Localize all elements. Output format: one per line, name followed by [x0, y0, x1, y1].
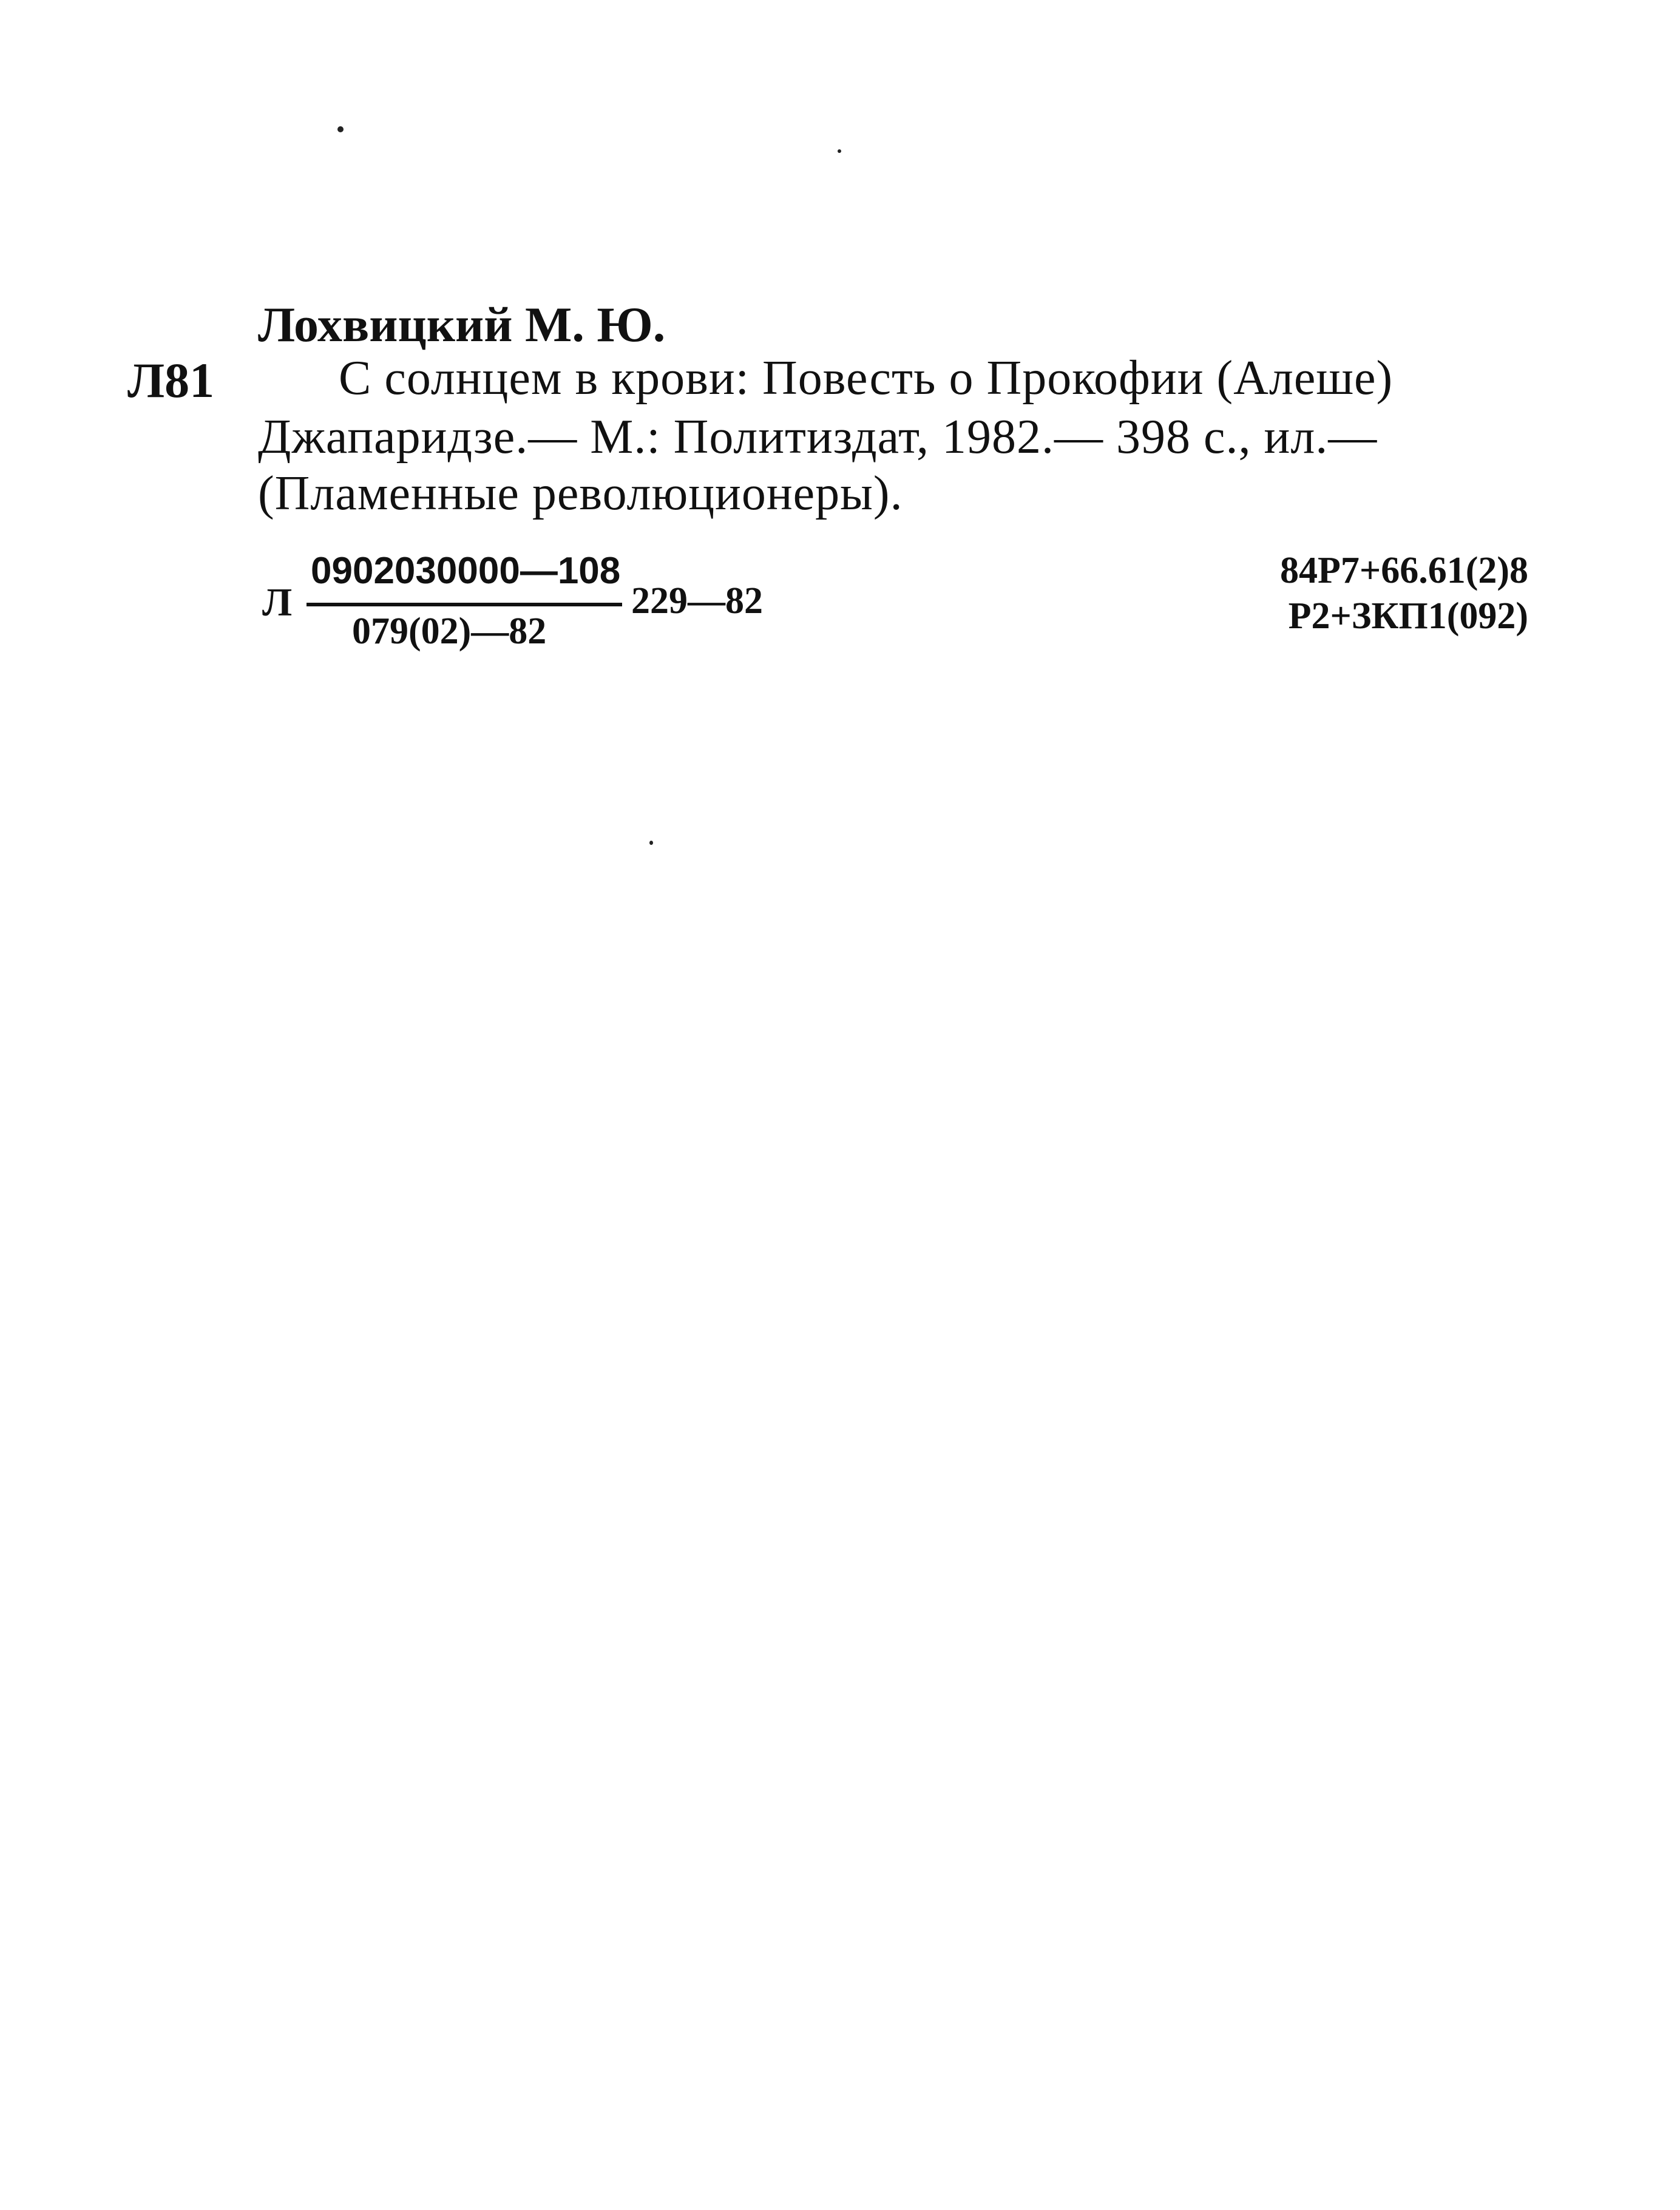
isbn-suffix: 229—82: [631, 580, 763, 622]
isbn-letter: Л: [262, 580, 293, 625]
classification-code-2: Р2+ЗКП1(092): [1288, 595, 1528, 637]
title-line-1: С солнцем в крови: Повесть о Прокофии (Алеше): [339, 351, 1394, 405]
isbn-numerator: 0902030000—108: [311, 550, 621, 592]
call-number: Л81: [127, 353, 215, 408]
author-name: Лохвицкий М. Ю.: [258, 297, 666, 352]
scan-speck: [649, 841, 653, 845]
scan-speck: [838, 149, 841, 153]
fraction-bar: [307, 603, 622, 606]
series-line: (Пламенные революционеры).: [258, 467, 903, 520]
title-line-2: Джапаридзе.— М.: Политиздат, 1982.— 398 с., ил.—: [258, 410, 1378, 464]
classification-code-1: 84Р7+66.61(2)8: [1280, 550, 1528, 591]
scan-speck: [337, 126, 344, 132]
isbn-denominator: 079(02)—82: [352, 611, 547, 652]
